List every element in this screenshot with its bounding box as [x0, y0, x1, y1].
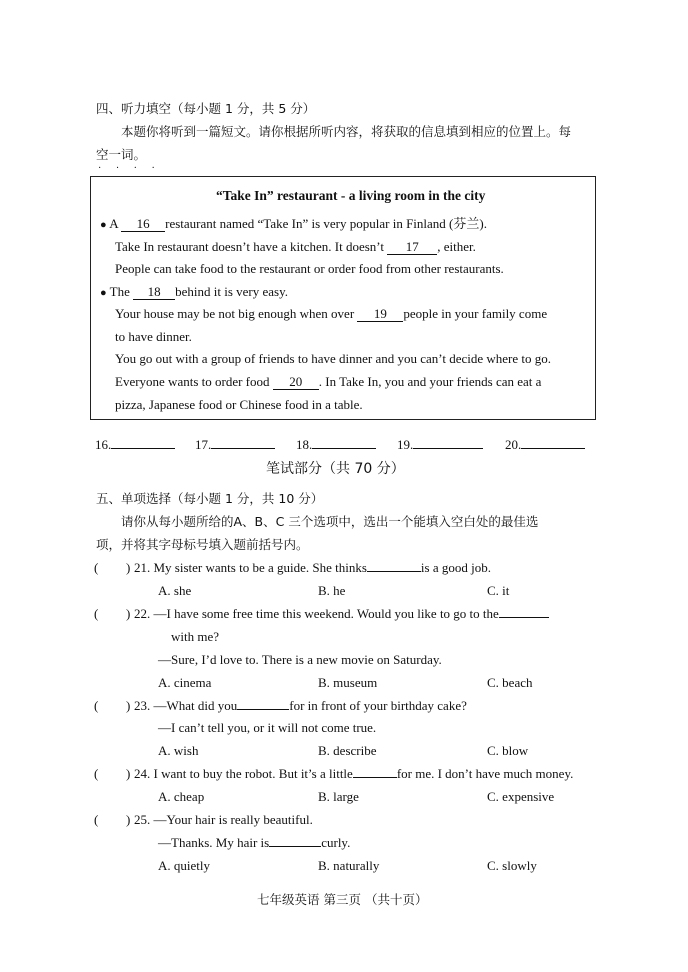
q23-paren-open: ( — [94, 698, 99, 713]
answer-19 — [397, 437, 483, 453]
emphasis-dots: · · · · — [98, 163, 161, 174]
text: for in front of your birthday cake? — [289, 698, 467, 713]
section5-instruction-line1: 请你从每小题所给的A、B、C 三个选项中，选出一个能填入空白处的最佳选 — [121, 514, 539, 529]
q25-paren-close: ) — [126, 812, 131, 827]
q23-paren-close: ) — [126, 698, 131, 713]
text: 24. I want to buy the robot. But it’s a little — [134, 766, 353, 781]
blank[interactable] — [367, 571, 421, 572]
passage-line-7: You go out with a group of friends to have dinner and you can’t decide where to go. — [115, 351, 552, 366]
blank-19[interactable]: 19 — [357, 307, 403, 322]
q21-option-b[interactable]: B. he — [318, 583, 346, 598]
passage-line-9: pizza, Japanese food or Chinese food in a table. — [115, 397, 363, 412]
q23-option-b[interactable]: B. describe — [318, 743, 377, 758]
text: for me. I don’t have much money. — [396, 766, 574, 781]
question-23 — [134, 698, 467, 714]
question-22 — [134, 606, 549, 622]
text: people in your family come — [403, 306, 548, 321]
written-part-heading: 笔试部分（共 70 分） — [266, 461, 405, 477]
text: , either. — [437, 239, 476, 254]
q21-paren-open: ( — [94, 560, 99, 575]
blank[interactable] — [353, 777, 397, 778]
q24-paren-open: ( — [94, 766, 99, 781]
blank-16[interactable]: 16 — [121, 217, 165, 232]
q22-paren-close: ) — [126, 606, 131, 621]
question-25: 25. —Your hair is really beautiful. — [134, 812, 313, 827]
section4-instruction-line1: 本题你将听到一篇短文。请你根据所听内容，将获取的信息填到相应的位置上。每 — [121, 124, 572, 139]
q22-continuation: with me? — [171, 629, 220, 644]
passage-line-4 — [100, 284, 288, 301]
section5-heading: 五、单项选择（每小题 1 分，共 10 分） — [96, 491, 324, 506]
q25-option-c[interactable]: C. slowly — [487, 858, 537, 873]
blank-17[interactable]: 17 — [387, 240, 437, 255]
answer-blank[interactable] — [413, 448, 483, 449]
text: . In Take In, you and your friends can eat a — [318, 374, 542, 389]
text: Everyone wants to order food — [115, 374, 270, 389]
q25-option-a[interactable]: A. quietly — [158, 858, 210, 873]
q22-option-a[interactable]: A. cinema — [158, 675, 212, 690]
q21-paren-close: ) — [126, 560, 131, 575]
section5-instruction-line2: 项，并将其字母标号填入题前括号内。 — [96, 537, 309, 552]
question-21 — [134, 560, 491, 576]
answer-18 — [296, 437, 376, 453]
q25-reply — [158, 835, 350, 851]
q24-option-a[interactable]: A. cheap — [158, 789, 205, 804]
answer-blank[interactable] — [521, 448, 585, 449]
answer-17 — [195, 437, 275, 453]
blank[interactable] — [237, 709, 289, 710]
q24-option-b[interactable]: B. large — [318, 789, 359, 804]
q22-option-c[interactable]: C. beach — [487, 675, 533, 690]
section4-instruction-line2: 空一词。 — [96, 147, 147, 162]
text: behind it is very easy. — [175, 284, 289, 299]
passage-line-6: to have dinner. — [115, 329, 192, 344]
bullet: ● — [100, 287, 107, 299]
q21-option-a[interactable]: A. she — [158, 583, 192, 598]
passage-line-8 — [115, 374, 541, 390]
q24-option-c[interactable]: C. expensive — [487, 789, 555, 804]
answer-20 — [505, 437, 585, 453]
answer-blank[interactable] — [111, 448, 175, 449]
text: A — [109, 216, 118, 231]
q22-reply: —Sure, I’d love to. There is a new movie on Saturday. — [158, 652, 442, 667]
answer-label: 18. — [296, 437, 313, 452]
text: is a good job. — [420, 560, 491, 575]
blank[interactable] — [499, 617, 549, 618]
section4-heading: 四、听力填空（每小题 1 分，共 5 分） — [96, 101, 316, 116]
answer-blank[interactable] — [312, 448, 376, 449]
answer-blank[interactable] — [211, 448, 275, 449]
text: The — [109, 284, 130, 299]
text: 22. —I have some free time this weekend. Would you like to go to the — [134, 606, 499, 621]
answer-label: 20. — [505, 437, 522, 452]
answer-16 — [95, 437, 175, 453]
blank-18[interactable]: 18 — [133, 285, 175, 300]
q22-paren-open: ( — [94, 606, 99, 621]
text: 23. —What did you — [134, 698, 238, 713]
passage-line-1 — [100, 216, 487, 233]
passage-line-5 — [115, 306, 547, 322]
text: restaurant named “Take In” is very popular in Finland (芬兰). — [165, 216, 487, 231]
text: Take In restaurant doesn’t have a kitchen. It doesn’t — [115, 239, 384, 254]
passage-title: “Take In” restaurant - a living room in the city — [216, 188, 486, 203]
passage-line-3: People can take food to the restaurant or order food from other restaurants. — [115, 261, 504, 276]
answer-label: 19. — [397, 437, 414, 452]
text: 21. My sister wants to be a guide. She thinks — [134, 560, 367, 575]
blank[interactable] — [269, 846, 321, 847]
passage-line-2 — [115, 239, 476, 255]
text: Your house may be not big enough when over — [115, 306, 355, 321]
q24-paren-close: ) — [126, 766, 131, 781]
text: curly. — [321, 835, 351, 850]
question-24 — [134, 766, 573, 782]
q22-option-b[interactable]: B. museum — [318, 675, 378, 690]
q23-option-a[interactable]: A. wish — [158, 743, 199, 758]
text: —Thanks. My hair is — [158, 835, 270, 850]
q25-option-b[interactable]: B. naturally — [318, 858, 380, 873]
page-footer: 七年级英语 第三页 （共十页） — [257, 892, 428, 907]
answer-label: 16. — [95, 437, 112, 452]
answer-label: 17. — [195, 437, 212, 452]
q23-reply: —I can’t tell you, or it will not come true. — [158, 720, 377, 735]
q25-paren-open: ( — [94, 812, 99, 827]
q23-option-c[interactable]: C. blow — [487, 743, 529, 758]
bullet: ● — [100, 219, 107, 231]
blank-20[interactable]: 20 — [273, 375, 319, 390]
q21-option-c[interactable]: C. it — [487, 583, 510, 598]
